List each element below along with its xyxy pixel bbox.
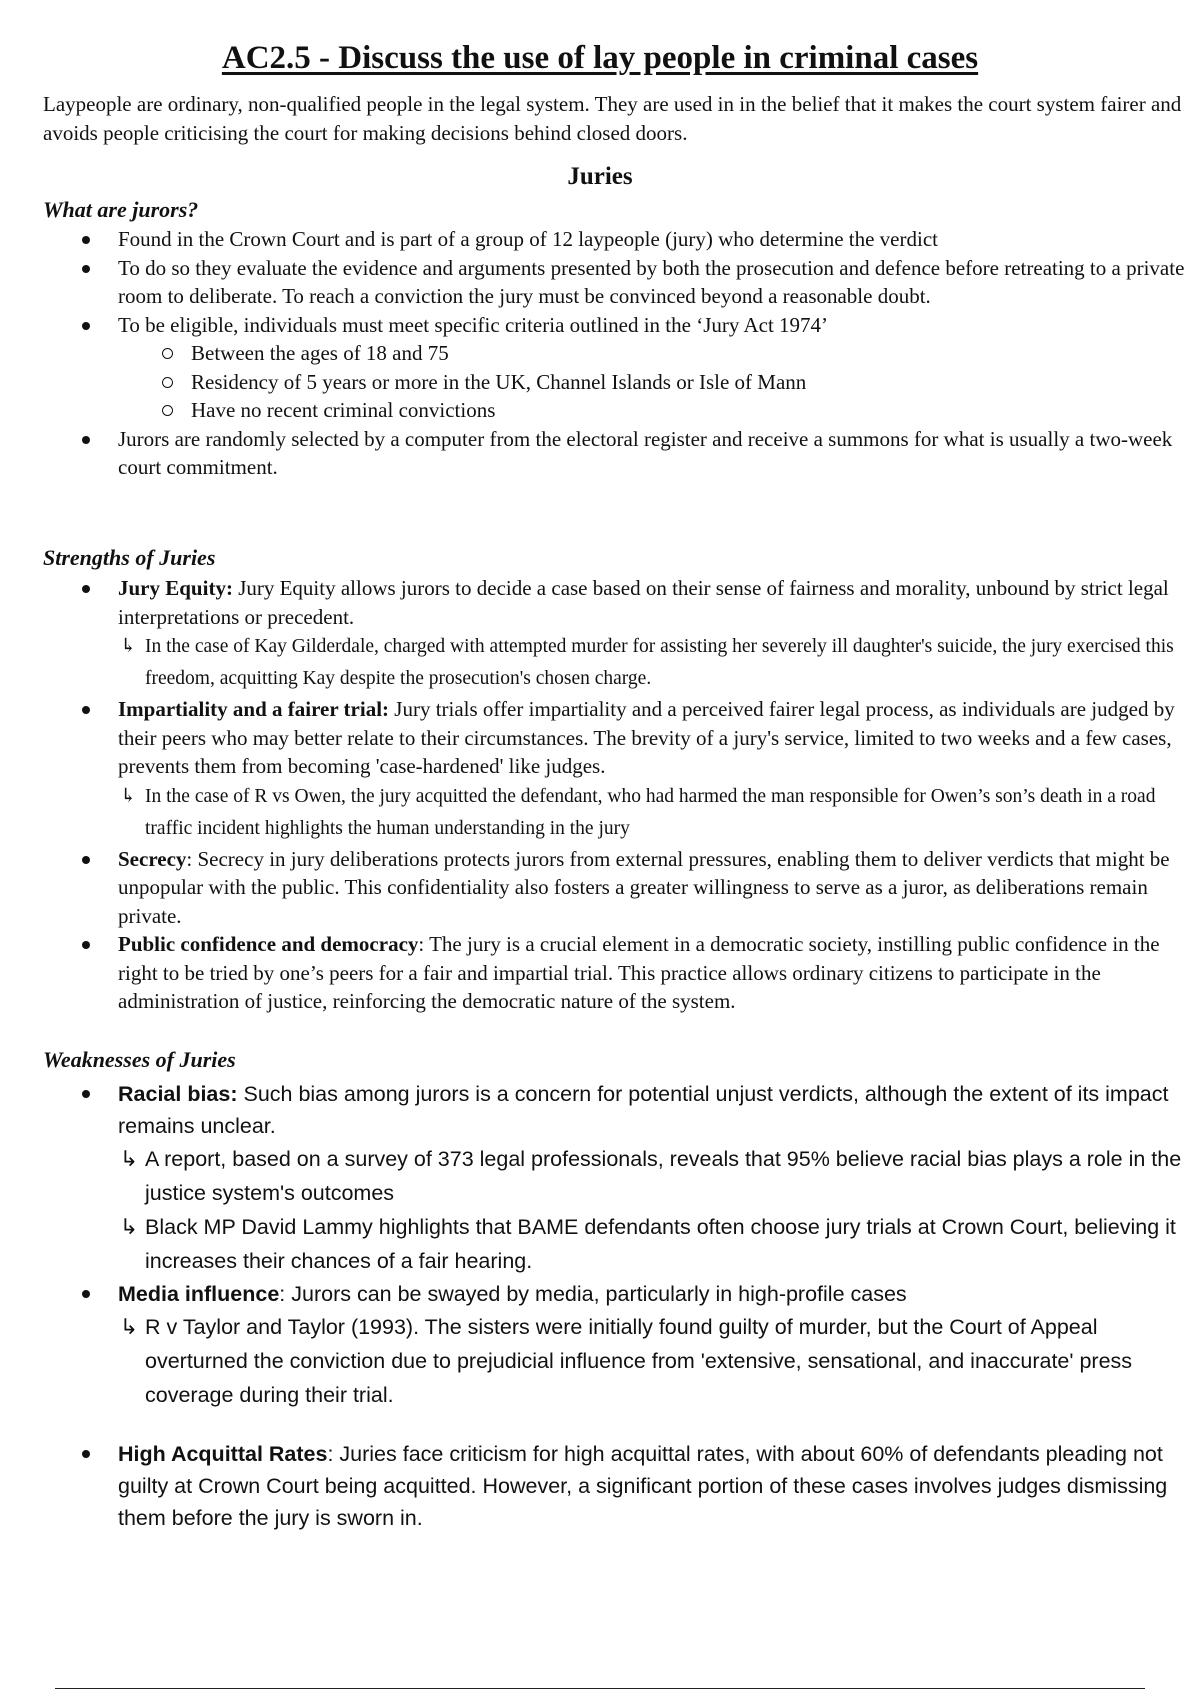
eligibility-criteria-list <box>118 339 1185 425</box>
strength-label: Jury Equity: <box>118 576 233 600</box>
strength-item: Public confidence and democracy: The jury is a crucial element in a democratic society, instilling public confidence in the right to be tried by one’s peers for a fair and impartial trial. This practice allows ordinary citizens to participate in the administration of justice, reinforcing the democratic nature of the system. <box>45 930 1185 1016</box>
strengths-heading: Strengths of Juries <box>43 545 216 570</box>
page-title: AC2.5 - Discuss the use of lay people in criminal cases <box>221 40 979 76</box>
example-point: ↳ R v Taylor and Taylor (1993). The sisters were initially found guilty of murder, but the Court of Appeal overturned the conviction due to prejudicial influence from 'extensive, sensational, and inaccurate' press coverage during their trial. <box>118 1310 1185 1412</box>
example-point: ↳ A report, based on a survey of 373 legal professionals, reveals that 95% believe racial bias plays a role in the justice system's outcomes <box>118 1142 1185 1210</box>
list-item: To be eligible, individuals must meet specific criteria outlined in the ‘Jury Act 1974’ Between the ages of 18 and 75 Residency of 5 years or more in the UK, Channel Islands or Isle of Mann Have no recent criminal convictions <box>45 311 1185 425</box>
arrow-icon: ↳ <box>120 636 137 657</box>
list-item: Jurors are randomly selected by a computer from the electoral register and receive a summons for what is usually a two-week court commitment. <box>45 425 1185 482</box>
weaknesses-list <box>45 1078 1185 1534</box>
list-item: Found in the Crown Court and is part of a group of 12 laypeople (jury) who determine the verdict <box>45 225 1185 254</box>
example-point: ↳ Black MP David Lammy highlights that BAME defendants often choose jury trials at Crown Court, believing it increases their chances of a fair hearing. <box>118 1210 1185 1278</box>
criteria-item: Have no recent criminal convictions <box>118 396 1185 425</box>
strength-item: Jury Equity: Jury Equity allows jurors to decide a case based on their sense of fairness and morality, unbound by strict legal interpretations or precedent. ↳ In the case of Kay Gilderdale, charged with attempted murder for assisting her severely ill daughter's suicide, the jury exercised this freedom, acquitting Kay despite the prosecution's chosen charge. <box>45 574 1185 695</box>
weaknesses-heading: Weaknesses of Juries <box>43 1047 236 1072</box>
strength-label: Public confidence and democracy <box>118 932 419 956</box>
case-example: ↳ In the case of Kay Gilderdale, charged with attempted murder for assisting her severely ill daughter's suicide, the jury exercised this freedom, acquitting Kay despite the prosecution's chosen charge. <box>118 631 1185 695</box>
spacer <box>118 1412 1185 1438</box>
strength-item: Impartiality and a fairer trial: Jury trials offer impartiality and a perceived fairer legal process, as individuals are judged by their peers who may better relate to their circumstances. The brevity of a jury's service, limited to two weeks and a few cases, prevents them from becoming 'case-hardened' like judges. ↳ In the case of R vs Owen, the jury acquitted the defendant, who had harmed the man responsible for Owen’s son’s death in a road traffic incident highlights the human understanding in the jury <box>45 695 1185 845</box>
list-item: To do so they evaluate the evidence and arguments presented by both the prosecution and defence before retreating to a private room to deliberate. To reach a conviction the jury must be convinced beyond a reasonable doubt. <box>45 254 1185 311</box>
strength-label: Impartiality and a fairer trial: <box>118 697 390 721</box>
arrow-icon: ↳ <box>120 1315 139 1339</box>
strength-label: Secrecy <box>118 846 187 871</box>
weakness-label: High Acquittal Rates <box>118 1442 328 1466</box>
weakness-label: Media influence <box>118 1282 280 1306</box>
intro-paragraph: Laypeople are ordinary, non-qualified people in the legal system. They are used in in the belief that it makes the court system fairer and avoids people criticising the court for making decisions behind closed doors. <box>43 92 1182 145</box>
arrow-icon: ↳ <box>120 1147 139 1171</box>
criteria-item: Between the ages of 18 and 75 <box>118 339 1185 368</box>
weakness-item: Racial bias: Such bias among jurors is a concern for potential unjust verdicts, although the extent of its impact remains unclear. ↳ A report, based on a survey of 373 legal professionals, reveals that 95% believe racial bias plays a role in the justice system's outcomes ↳ Black MP David Lammy highlights that BAME defendants often choose jury trials at Crown Court, believing it increases their chances of a fair hearing. <box>45 1078 1185 1278</box>
strength-item: Secrecy: Secrecy in jury deliberations protects jurors from external pressures, enabling them to deliver verdicts that might be unpopular with the public. This confidentiality also fosters a greater willingness to serve as a juror, as deliberations remain private. <box>45 845 1185 931</box>
weakness-label: Racial bias: <box>118 1082 238 1106</box>
weakness-item: High Acquittal Rates: Juries face criticism for high acquittal rates, with about 60% of defendants pleading not guilty at Crown Court being acquitted. However, a significant portion of these cases involves judges dismissing them before the jury is sworn in. <box>45 1438 1185 1534</box>
what-are-jurors-heading: What are jurors? <box>43 197 199 222</box>
strengths-list <box>45 574 1185 1016</box>
footer-divider <box>55 1688 1145 1689</box>
arrow-icon: ↳ <box>120 785 137 807</box>
case-example: ↳ In the case of R vs Owen, the jury acquitted the defendant, who had harmed the man responsible for Owen’s son’s death in a road traffic incident highlights the human understanding in the jury <box>118 781 1185 845</box>
criteria-item: Residency of 5 years or more in the UK, Channel Islands or Isle of Mann <box>118 368 1185 397</box>
juries-heading: Juries <box>567 163 633 190</box>
what-are-jurors-list <box>45 225 1185 482</box>
arrow-icon: ↳ <box>120 1215 139 1239</box>
weakness-item: Media influence: Jurors can be swayed by media, particularly in high-profile cases ↳ R v Taylor and Taylor (1993). The sisters were initially found guilty of murder, but the Court of Appeal overturned the conviction due to prejudicial influence from 'extensive, sensational, and inaccurate' press coverage during their trial. <box>45 1278 1185 1438</box>
